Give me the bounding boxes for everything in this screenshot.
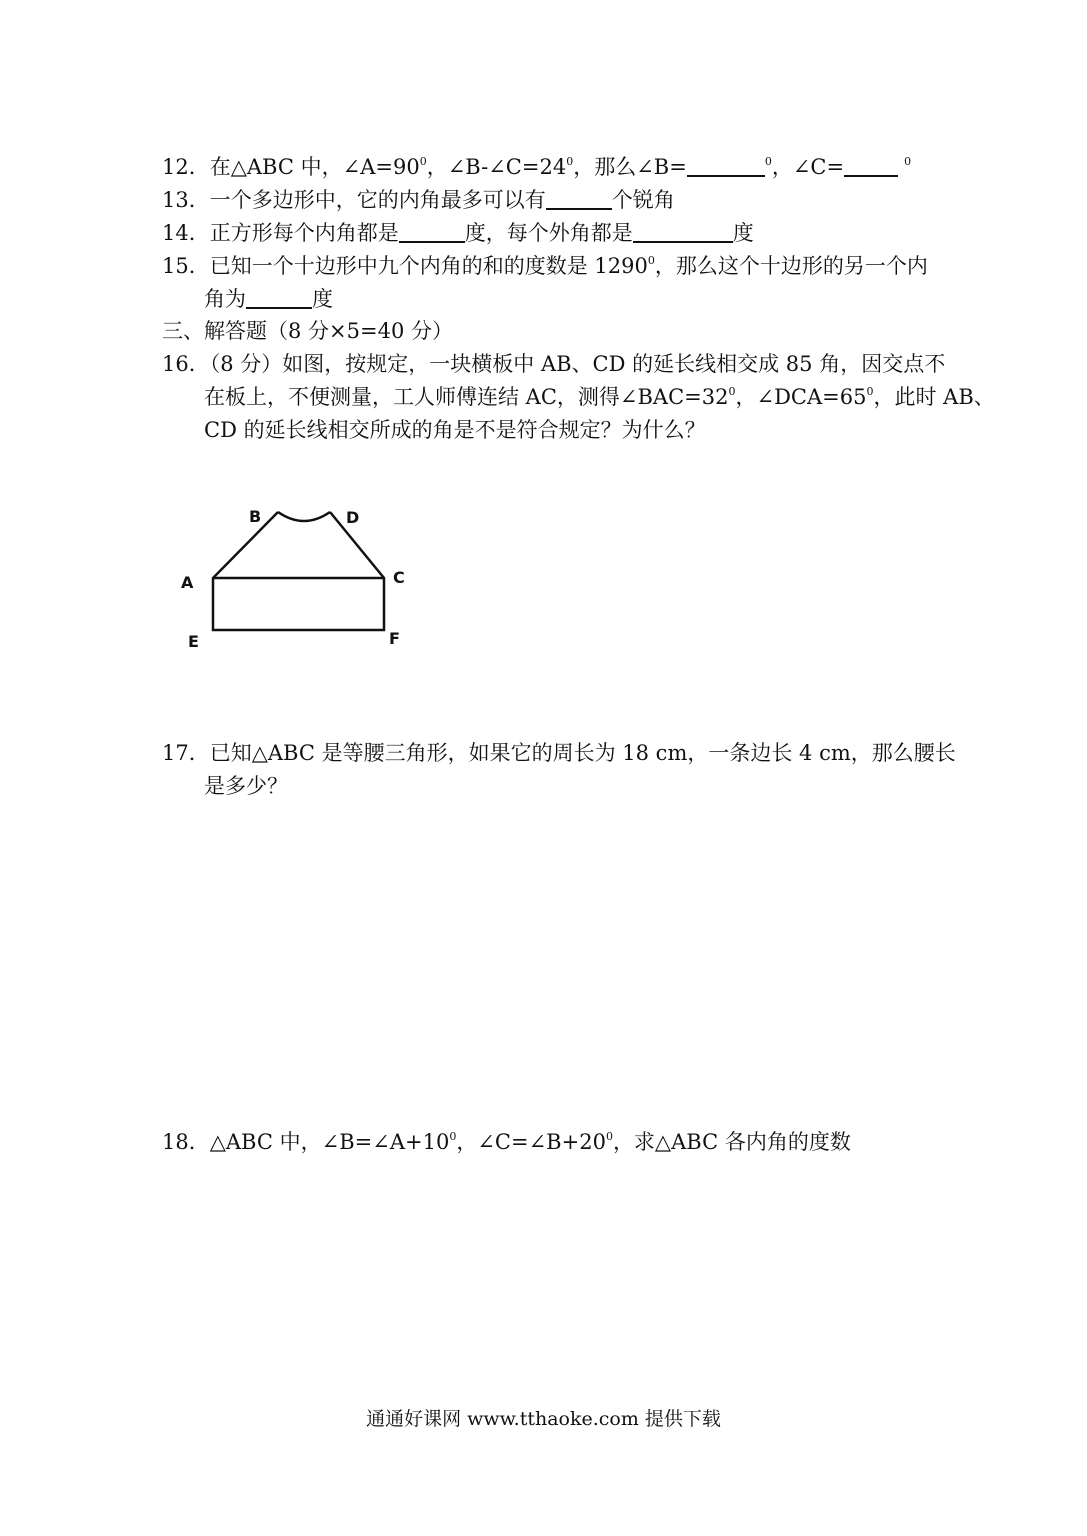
degree-mark: 0 — [647, 254, 655, 267]
label-c: C — [393, 568, 405, 587]
label-d: D — [346, 508, 360, 527]
question-text: ，∠DCA=65 — [735, 385, 867, 409]
question-text: 已知一个十边形中九个内角的和的度数是 1290 — [209, 254, 648, 278]
question-text: 个锐角 — [611, 188, 675, 212]
question-number: 18． — [162, 1130, 210, 1154]
degree-mark: 0 — [419, 155, 427, 168]
question-17 — [162, 738, 956, 768]
question-text: 度 — [312, 287, 333, 311]
question-number: 17． — [162, 741, 210, 765]
question-text: ，∠B-∠C=24 — [426, 155, 567, 179]
board-figure — [0, 0, 1087, 700]
question-text: （8 分）如图，按规定，一块横板中 AB、CD 的延长线相交成 85 角，因交点不 — [209, 352, 946, 376]
degree-mark: 0 — [566, 155, 574, 168]
question-number: 16． — [162, 352, 210, 376]
section-heading: 三、解答题（8 分×5=40 分） — [162, 319, 453, 343]
degree-mark: 0 — [449, 1130, 457, 1143]
question-text: 度 — [732, 221, 754, 245]
question-18 — [162, 1127, 851, 1157]
question-text: 在板上，不便测量，工人师傅连结 AC，测得∠BAC=32 — [204, 385, 729, 409]
figure-outline — [213, 512, 384, 630]
question-text: △ABC 中，∠B=∠A+10 — [209, 1130, 450, 1154]
question-17-line-2: 是多少？ — [204, 774, 288, 798]
page-footer: 通通好课网 www.tthaoke.com 提供下载 — [366, 1408, 721, 1430]
degree-mark: 0 — [728, 385, 736, 398]
question-text: ，∠C= — [771, 155, 845, 179]
question-number: 13． — [162, 188, 210, 212]
label-e: E — [188, 632, 199, 651]
question-text: ，那么这个十边形的另一个内 — [654, 254, 928, 278]
question-number: 15． — [162, 254, 210, 278]
label-f: F — [389, 629, 400, 648]
degree-mark: 0 — [904, 155, 912, 168]
degree-mark: 0 — [605, 1130, 613, 1143]
label-a: A — [181, 573, 194, 592]
question-text: 已知△ABC 是等腰三角形，如果它的周长为 18 cm，一条边长 4 cm，那么腰长 — [209, 741, 956, 765]
question-text: 角为 — [204, 287, 246, 311]
arc-bd — [278, 512, 330, 521]
question-text: 在△ABC 中，∠A=90 — [209, 155, 420, 179]
question-text: ，此时 AB、 — [873, 385, 995, 409]
question-number: 14． — [162, 221, 210, 245]
question-number: 12． — [162, 155, 210, 179]
degree-mark: 0 — [764, 155, 772, 168]
question-text: ，∠C=∠B+20 — [456, 1130, 606, 1154]
degree-mark: 0 — [866, 385, 874, 398]
question-text: ，那么∠B= — [573, 155, 687, 179]
question-text: ，求△ABC 各内角的度数 — [612, 1130, 851, 1154]
question-text: 一个多边形中，它的内角最多可以有 — [209, 188, 546, 212]
question-text: 正方形每个内角都是 — [209, 221, 399, 245]
question-16-line-3: CD 的延长线相交所成的角是不是符合规定？为什么？ — [204, 418, 706, 442]
label-b: B — [249, 507, 262, 526]
question-text: 度，每个外角都是 — [464, 221, 633, 245]
